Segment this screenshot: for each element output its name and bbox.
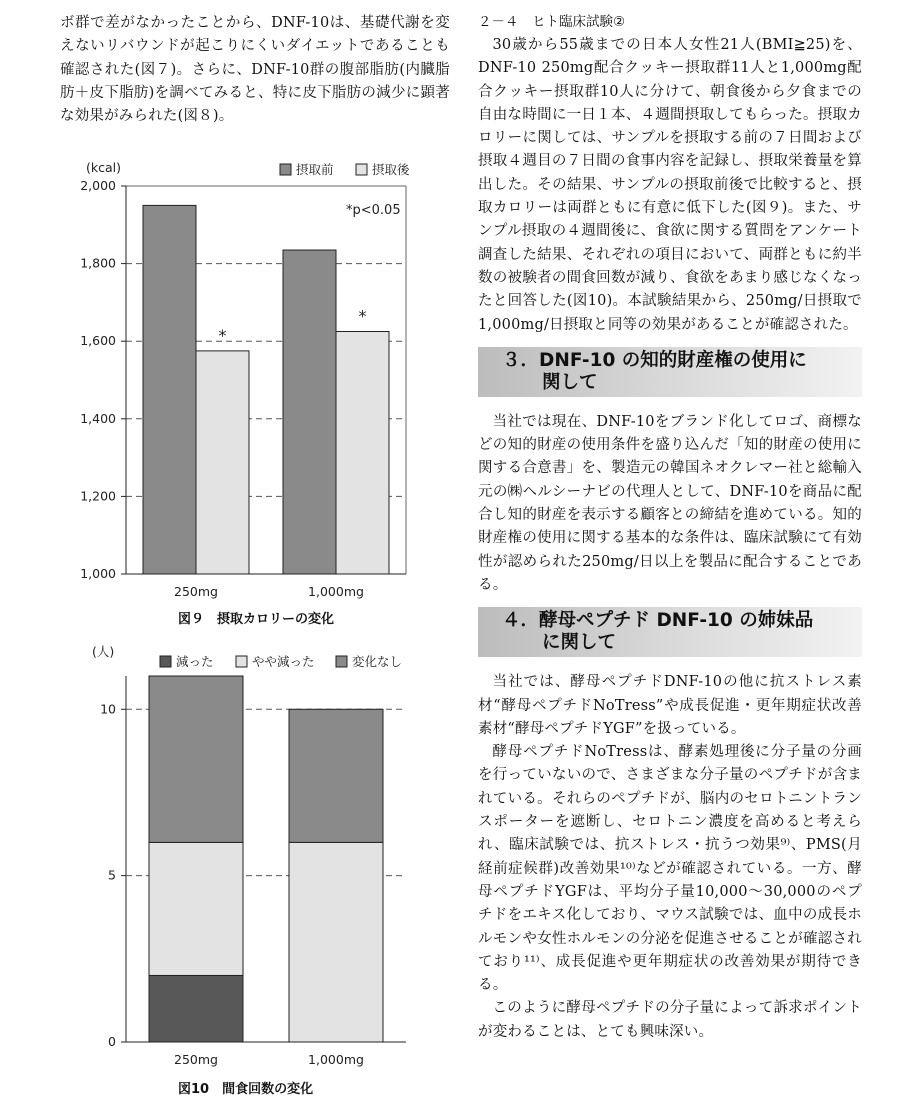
stacked-bar-segment <box>149 842 243 975</box>
legend-label: 摂取後 <box>372 162 410 177</box>
y-tick-label: 5 <box>108 867 116 883</box>
legend-swatch <box>236 656 247 667</box>
y-axis-label: (人) <box>92 644 115 659</box>
figure10-chart <box>50 640 450 1074</box>
section3-heading-line2: 関して <box>542 371 598 393</box>
legend-swatch <box>160 656 171 667</box>
section4-heading-line2: に関して <box>542 632 617 654</box>
figure9-chart <box>50 150 450 599</box>
y-tick-label: 10 <box>100 701 116 717</box>
y-tick-label: 1,400 <box>80 410 116 426</box>
right-paragraph-1: 30歳から55歳までの日本人女性21人(BMI≧25)を、DNF-10 250mg配合クッキー摂取群11人と1,000mg配合クッキー摂取群10人に分けて、朝食後から夕食までの自由な時間に一日１本、４週間摂取してもらった。摂取カロリーに関しては、サンプルを摂取する前の７日間および摂取４週目の７日間の食事内容を記録し、摂取栄養量を算出した。その結果、サンプルの摂取前後で比較すると、摂取カロリーは両群ともに有意に低下した(図９)。また、サンプル摂取の４週間後に、食欲に関する質問をアンケート調査した結果、それぞれの項目において、両群ともに約半数の被験者の間食回数が減り、食欲をあまり感じなくなったと回答した(図10)。本試験結果から、250mg/日摂取で1,000mg/日摂取と同等の効果があることが確認された。 <box>478 37 862 333</box>
y-tick-label: 1,800 <box>80 255 116 271</box>
x-tick-label: 1,000mg <box>308 584 364 599</box>
figure10-svg <box>50 640 450 1070</box>
significance-note: *p<0.05 <box>346 203 401 218</box>
x-tick-label: 250mg <box>174 1052 218 1067</box>
section3-heading-line1: ３．DNF-10 の知的財産権の使用に <box>502 349 807 371</box>
y-axis-label: (kcal) <box>86 160 121 175</box>
legend-swatch <box>336 656 347 667</box>
legend-swatch <box>280 164 291 175</box>
section-2-4-heading: ２－４ ヒト臨床試験② <box>478 14 626 30</box>
stacked-bar-segment <box>289 709 383 842</box>
x-tick-label: 250mg <box>174 584 218 599</box>
legend-label: 減った <box>176 654 214 669</box>
significance-star: * <box>358 306 367 326</box>
bar-before <box>143 205 196 574</box>
section4-heading-box <box>478 607 862 657</box>
legend-label: 変化なし <box>352 654 403 669</box>
section4-heading-line1: ４．酵母ペプチド DNF-10 の姉妹品 <box>502 610 814 632</box>
y-tick-label: 1,600 <box>80 333 116 349</box>
y-tick-label: 1,200 <box>80 488 116 504</box>
bar-after <box>336 332 389 575</box>
bar-before <box>283 250 336 574</box>
x-tick-label: 1,000mg <box>308 1052 364 1067</box>
y-tick-label: 2,000 <box>80 178 116 193</box>
section3-heading <box>502 350 807 394</box>
significance-star: * <box>218 325 227 345</box>
y-tick-label: 0 <box>108 1034 116 1049</box>
legend-label: 摂取前 <box>296 162 334 177</box>
section3-heading-box <box>478 347 862 397</box>
bar-after <box>196 351 249 574</box>
figure9-svg <box>50 150 450 599</box>
stacked-bar-segment <box>149 676 243 842</box>
right-paragraph-2: 当社では現在、DNF-10をブランド化してロゴ、商標などの知的財産の使用条件を盛り込んだ「知的財産の使用に関する合意書」を、製造元の韓国ネオクレマー社と総輸入元の㈱ヘルシーナビの代理人として、DNF-10を商品に配合し知的財産を表示する顧客との締結を進めている。知的財産権の使用に関する基本的な条件は、臨床試験にて有効性が認められた250mg/日以上を製品に配合することである。 <box>478 413 862 593</box>
legend-label: やや減った <box>252 654 315 669</box>
right-column <box>478 0 862 1044</box>
right-paragraph-4: 酵母ペプチドNoTressは、酵素処理後に分子量の分画を行っていないので、さまざまな分子量のペプチドが含まれている。それらのペプチドが、脳内のセロトニントランスポーターを遮断し、セロトニン濃度を高めると考えられ、臨床試験では、抗ストレス・抗うつ効果⁹⁾、PMS(月経前症候群)改善効果¹⁰⁾などが確認されている。一方、酵母ペプチドYGFは、平均分子量10,000～30,000のペプチドをエキス化しており、マウス試験では、血中の成長ホルモンや女性ホルモンの分泌を促進させることが確認されており¹¹⁾、成長促進や更年期症状の改善効果が期待できる。 <box>478 744 862 994</box>
right-paragraph-5: このように酵母ペプチドの分子量によって訴求ポイントが変わることは、とても興味深い。 <box>478 1000 862 1040</box>
right-paragraph-3: 当社では、酵母ペプチドDNF-10の他に抗ストレス素材“酵母ペプチドNoTress”や成長促進・更年期症状改善素材“酵母ペプチドYGF”を扱っている。 <box>478 674 862 737</box>
legend-swatch <box>356 164 367 175</box>
stacked-bar-segment <box>289 842 383 1042</box>
figure9-caption: 図９ 摂取カロリーの変化 <box>178 612 335 627</box>
left-column <box>60 0 450 128</box>
left-paragraph: ボ群で差がなかったことから、DNF-10は、基礎代謝を変えないリバウンドが起こりにくいダイエットであることも確認された(図７)。さらに、DNF-10群の腹部脂肪(内臓脂肪＋皮下脂肪)を調べてみると、特に皮下脂肪の減少に顕著な効果がみられた(図８)。 <box>60 15 450 125</box>
y-tick-label: 1,000 <box>80 566 116 581</box>
stacked-bar-segment <box>149 975 243 1042</box>
section4-heading <box>502 610 813 654</box>
figure10-caption: 図10 間食回数の変化 <box>178 1082 314 1097</box>
